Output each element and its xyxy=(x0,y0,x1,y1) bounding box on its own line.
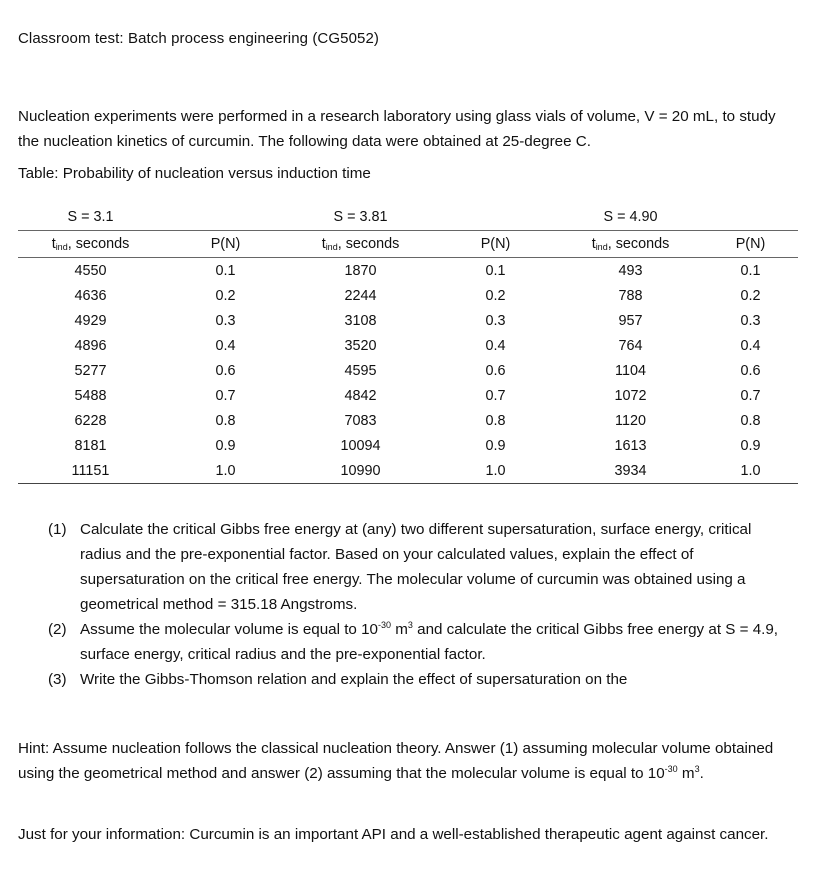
table-cell: 0.9 xyxy=(740,437,761,454)
table-cell: 1104 xyxy=(615,362,646,379)
table-cell: 4595 xyxy=(344,362,377,379)
table-cell: 4550 xyxy=(74,262,107,279)
table-cell: 4636 xyxy=(74,287,107,304)
table-row xyxy=(18,383,798,408)
table-cell: 1.0 xyxy=(703,458,798,484)
column-header-row xyxy=(18,231,798,258)
table-cell: 0.9 xyxy=(215,437,236,454)
column-header-probability: P(N) xyxy=(163,231,288,258)
hint-paragraph: Hint: Assume nucleation follows the classical nucleation theory. Answer (1) assuming molecular volume obtained using the geometrical method and answer (2) assuming that the molecular volume is equal to $10^{-30}$ $m^3$. xyxy=(18,740,774,782)
table-cell: 1072 xyxy=(614,387,647,404)
table-cell: 10094 xyxy=(340,437,381,454)
table-cell: 0.3 xyxy=(740,312,761,329)
question-list xyxy=(48,517,788,692)
nucleation-table xyxy=(18,204,798,484)
column-header-probability: P(N) xyxy=(433,231,558,258)
table-caption: Table: Probability of nucleation versus induction time xyxy=(18,165,371,182)
table-cell: 1870 xyxy=(344,262,377,279)
table-row xyxy=(18,458,798,484)
table-cell: 0.4 xyxy=(740,337,761,354)
question-item xyxy=(48,667,788,692)
table-cell: 4896 xyxy=(74,337,107,354)
table-cell: 0.8 xyxy=(485,412,506,429)
table-cell: 0.2 xyxy=(740,287,761,304)
table-cell: 4842 xyxy=(344,387,377,404)
table-cell: 788 xyxy=(618,287,643,304)
table-row xyxy=(18,258,798,284)
table-cell: 0.3 xyxy=(485,312,506,329)
table-cell: 2244 xyxy=(344,287,377,304)
table-cell: 0.1 xyxy=(215,262,236,279)
table-cell: 0.1 xyxy=(485,262,506,279)
table-cell: 764 xyxy=(618,337,643,354)
table-cell: 0.6 xyxy=(215,362,236,379)
table-row xyxy=(18,433,798,458)
column-header-probability: P(N) xyxy=(703,231,798,258)
question-number: (3) xyxy=(48,671,67,688)
question-text: Assume the molecular volume is equal to $10^{-30}$ $m^3$ and calculate the critical Gibbs free energy at S = 4.9, surface energy, critical radius and the pre-exponential factor. xyxy=(80,620,779,663)
table-cell: 0.8 xyxy=(740,412,761,429)
table-cell: 3934 xyxy=(558,458,703,484)
table-cell: 0.1 xyxy=(740,262,761,279)
table-row xyxy=(18,358,798,383)
table-cell: 4929 xyxy=(74,312,107,329)
table-row xyxy=(18,308,798,333)
table-cell: 0.3 xyxy=(215,312,236,329)
column-header-time: $t_{ind}$, seconds xyxy=(558,231,703,258)
table-cell: 0.6 xyxy=(740,362,761,379)
table-cell: 0.2 xyxy=(485,287,506,304)
table-cell: 0.4 xyxy=(215,337,236,354)
intro-paragraph: Nucleation experiments were performed in a research laboratory using glass vials of volume, V = 20 mL, to study the nucleation kinetics of curcumin. The following data were obtained at 25-degree C. xyxy=(18,108,776,150)
table-cell: 0.4 xyxy=(485,337,506,354)
table-row xyxy=(18,333,798,358)
supersaturation-label: S = 3.81 xyxy=(333,209,388,225)
supersaturation-label: S = 4.90 xyxy=(603,209,658,225)
supersaturation-row xyxy=(18,204,798,231)
question-item xyxy=(48,617,788,667)
question-item xyxy=(48,517,788,617)
table-cell: 11151 xyxy=(18,458,163,484)
page-title: Classroom test: Batch process engineering (CG5052) xyxy=(18,30,380,47)
table-cell: 3108 xyxy=(344,312,377,329)
table-cell: 0.2 xyxy=(215,287,236,304)
table-cell: 0.8 xyxy=(215,412,236,429)
question-number: (1) xyxy=(48,521,67,538)
table-cell: 0.7 xyxy=(485,387,506,404)
fyi-paragraph: Just for your information: Curcumin is an important API and a well-established therapeutic agent against cancer. xyxy=(18,826,769,843)
table-cell: 0.7 xyxy=(740,387,761,404)
supersaturation-label: S = 3.1 xyxy=(67,209,114,225)
table-cell: 1120 xyxy=(615,412,646,429)
table-cell: 10990 xyxy=(288,458,433,484)
table-cell: 6228 xyxy=(74,412,107,429)
column-header-time: $t_{ind}$, seconds xyxy=(288,231,433,258)
column-header-time: $t_{ind}$, seconds xyxy=(18,231,163,258)
table-cell: 1.0 xyxy=(163,458,288,484)
table-cell: 5488 xyxy=(74,387,107,404)
table-cell: 3520 xyxy=(344,337,377,354)
question-text: Calculate the critical Gibbs free energy at (any) two different supersaturation, surface energy, critical radius and the pre-exponential factor. Based on your calculated values, explain the effect of supersaturation on the critical free energy. The molecular volume of curcumin was obtained using a geometrical method = 315.18 Angstroms. xyxy=(80,521,752,613)
question-text: Write the Gibbs-Thomson relation and explain the effect of supersaturation on the xyxy=(80,671,628,688)
table-cell: 957 xyxy=(618,312,643,329)
table-cell: 1.0 xyxy=(433,458,558,484)
table-cell: 493 xyxy=(618,262,643,279)
table-cell: 0.9 xyxy=(485,437,506,454)
table-cell: 8181 xyxy=(74,437,107,454)
table-cell: 0.7 xyxy=(215,387,236,404)
table-cell: 5277 xyxy=(74,362,107,379)
table-row xyxy=(18,408,798,433)
table-cell: 1613 xyxy=(614,437,647,454)
table-cell: 7083 xyxy=(344,412,377,429)
question-number: (2) xyxy=(48,621,67,638)
table-cell: 0.6 xyxy=(485,362,506,379)
table-row xyxy=(18,283,798,308)
